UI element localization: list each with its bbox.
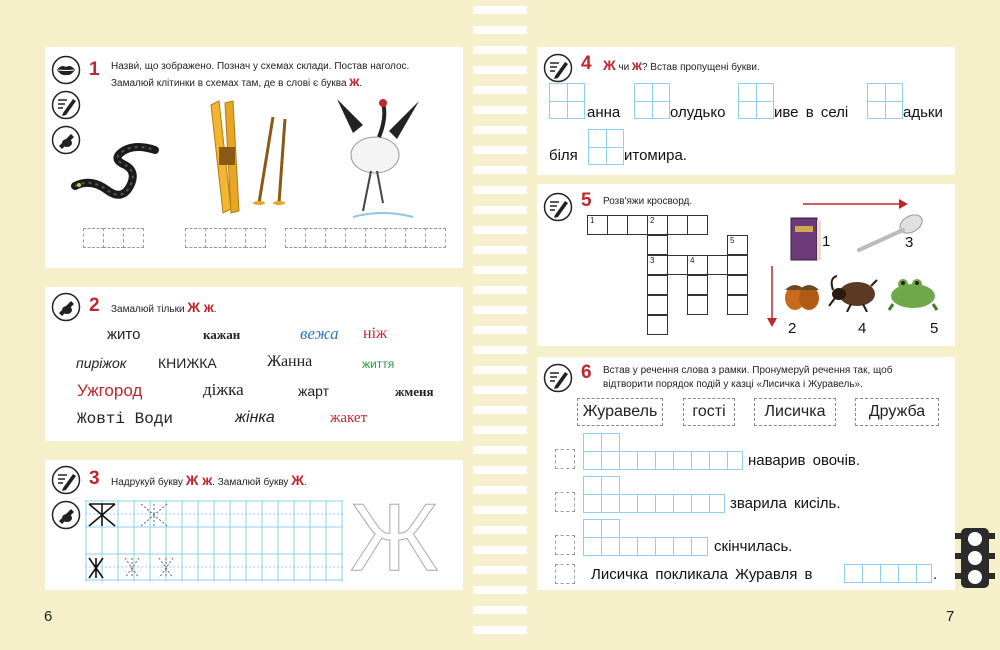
- pencil-write-icon: [543, 363, 573, 393]
- order-number-box[interactable]: [555, 449, 575, 469]
- letter-box[interactable]: [588, 129, 624, 165]
- frame-word[interactable]: Лисичка: [754, 398, 836, 426]
- letter-box[interactable]: [867, 83, 903, 119]
- word-item[interactable]: Жанна: [267, 353, 313, 370]
- task4-number: 4: [581, 53, 592, 74]
- syllable-scheme-crane[interactable]: [285, 228, 447, 248]
- word-item[interactable]: жито: [107, 326, 141, 343]
- word-part: олудько: [670, 104, 726, 121]
- answer-cells[interactable]: [844, 564, 932, 583]
- word-item[interactable]: пиріжок: [76, 355, 127, 371]
- sentence-ending: наварив овочів.: [748, 452, 861, 469]
- sentence-ending: скінчилась.: [714, 538, 793, 555]
- pencil-write-icon: [543, 53, 573, 83]
- task5-number: 5: [581, 190, 592, 211]
- order-number-box[interactable]: [555, 535, 575, 555]
- word-item[interactable]: діжка: [203, 380, 244, 399]
- task5-instruction: Розв'яжи кросворд.: [603, 196, 693, 207]
- word-item[interactable]: Ужгород: [77, 381, 143, 400]
- pencil-write-icon: [51, 465, 81, 495]
- book-picture: [789, 214, 823, 264]
- crossword-grid[interactable]: 1 2 5 3 4: [587, 215, 749, 337]
- task1-line2: Замалюй клітинки в схемах там, де в слові є буква ж.: [111, 73, 363, 89]
- spoon-picture: [855, 214, 925, 254]
- word-item[interactable]: жменя: [395, 384, 434, 399]
- page-number-right: 7: [946, 608, 955, 625]
- frame-word[interactable]: Дружба: [855, 398, 939, 426]
- syllable-scheme-skis[interactable]: [185, 228, 267, 248]
- arrow-right-icon: [803, 198, 909, 210]
- letter-box[interactable]: [549, 83, 585, 119]
- picture-label: 2: [788, 320, 797, 337]
- sentence-period: .: [933, 566, 938, 583]
- syllable-scheme-snake[interactable]: [83, 228, 145, 248]
- word-item[interactable]: вежа: [300, 324, 339, 343]
- answer-cells[interactable]: [583, 519, 708, 557]
- word-item[interactable]: ніж: [363, 325, 388, 342]
- frame-word[interactable]: гості: [683, 398, 735, 426]
- acorns-picture: [781, 274, 823, 312]
- book-spine: [473, 0, 527, 650]
- copybook-grid[interactable]: [85, 500, 343, 582]
- order-number-box[interactable]: [555, 492, 575, 512]
- order-number-box[interactable]: [555, 564, 575, 584]
- outline-letter[interactable]: Ж: [350, 484, 439, 591]
- answer-cells[interactable]: [583, 476, 725, 514]
- pencil-write-icon: [543, 192, 573, 222]
- task1-card: [45, 47, 463, 268]
- task1-instruction: [111, 60, 461, 91]
- word-item[interactable]: жінка: [235, 409, 275, 426]
- task2-number: 2: [89, 295, 100, 316]
- task5-card: [537, 184, 955, 346]
- answer-cells[interactable]: [583, 433, 743, 471]
- page-number-left: 6: [44, 608, 53, 625]
- task4-instruction: Ж чи ж? Встав пропущені букви.: [603, 57, 760, 73]
- task6-card: [537, 357, 955, 590]
- task6-number: 6: [581, 362, 592, 383]
- word-item[interactable]: Жовті Води: [77, 410, 174, 428]
- task3-card: [45, 460, 463, 590]
- lips-icon: [51, 55, 81, 85]
- task1-number: 1: [89, 59, 100, 80]
- task2-instruction: Замалюй тільки Ж ж.: [111, 299, 217, 315]
- snake-picture: [71, 142, 161, 202]
- task3-number: 3: [89, 468, 100, 489]
- frog-picture: [887, 272, 939, 312]
- beetle-picture: [827, 272, 879, 312]
- task1-line1: Назви́, що зображено. Познач у схемах склади. Постав наголос.: [111, 61, 410, 72]
- picture-label: 4: [858, 320, 867, 337]
- picture-label: 5: [930, 320, 939, 337]
- word-item[interactable]: кажан: [203, 327, 241, 342]
- word-item[interactable]: життя: [362, 357, 395, 371]
- skis-picture: [203, 99, 293, 217]
- word-part: иве в селі: [774, 104, 849, 121]
- word-part: анна: [587, 104, 621, 121]
- word-part: біля: [549, 147, 578, 164]
- frame-word[interactable]: Журавель: [577, 398, 663, 426]
- word-item[interactable]: жакет: [330, 410, 368, 426]
- task4-card: [537, 47, 955, 175]
- last-sentence: Лисичка покликала Журавля в: [591, 566, 813, 583]
- crane-picture: [333, 93, 423, 219]
- word-item[interactable]: жарт: [298, 383, 330, 399]
- pencil-hand-icon: [51, 500, 81, 530]
- pencil-write-icon: [51, 90, 81, 120]
- picture-label: 1: [822, 233, 831, 250]
- pencil-hand-icon: [51, 292, 81, 322]
- letter-box[interactable]: [634, 83, 670, 119]
- task2-card: [45, 287, 463, 441]
- sentence-ending: зварила кисіль.: [730, 495, 841, 512]
- task3-instruction: Надрукуй букву Ж ж. Замалюй букву Ж.: [111, 472, 307, 488]
- word-part: итомира.: [624, 147, 687, 164]
- task6-instruction: Встав у речення слова з рамки. Пронумеруй речення так, щоб відтворити порядок подій у казці «Лисичка і Журавель».: [603, 365, 893, 390]
- arrow-down-icon: [766, 266, 778, 328]
- picture-label: 3: [905, 234, 914, 251]
- letter-box[interactable]: [738, 83, 774, 119]
- traffic-light-icon: [955, 526, 995, 590]
- word-part: адьки: [903, 104, 943, 121]
- word-item[interactable]: КНИЖКА: [158, 355, 217, 371]
